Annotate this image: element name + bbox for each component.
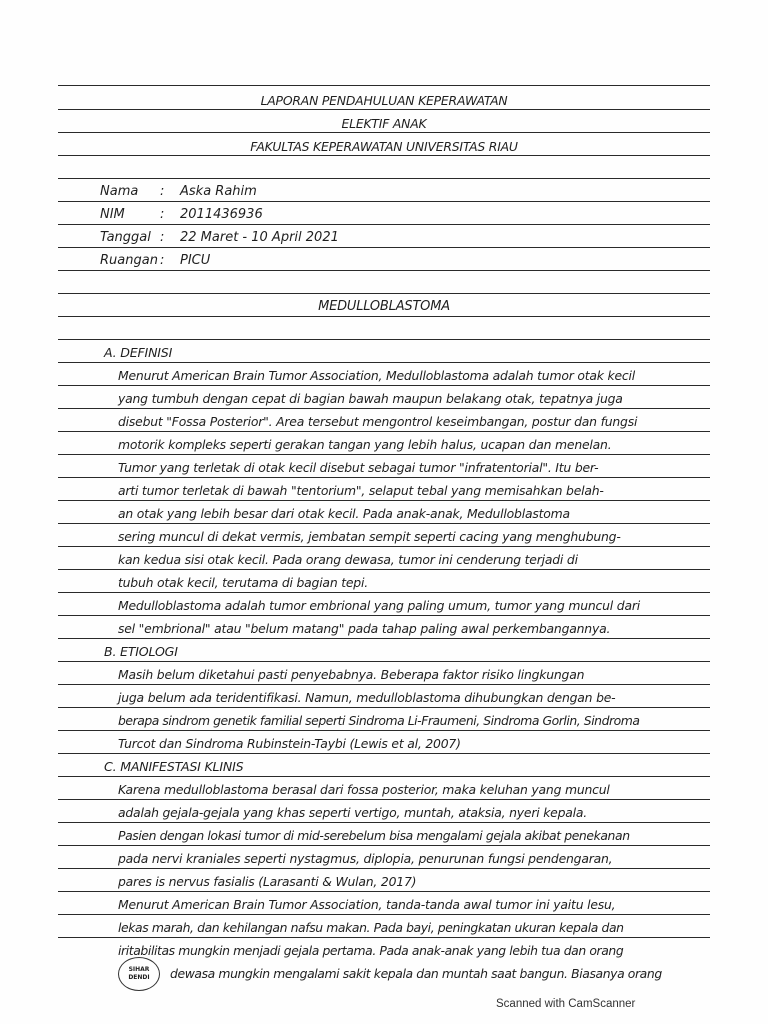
paragraph-line: berapa sindrom genetik familial seperti Sindroma Li-Fraumeni, Sindroma Gorlin, Sindroma [118,713,640,728]
paragraph-line: kan kedua sisi otak kecil. Pada orang dewasa, tumor ini cenderung terjadi di [118,552,578,567]
ruled-line [58,592,710,593]
ruled-line [58,799,710,800]
ruled-line [58,316,710,317]
paragraph-line: Turcot dan Sindroma Rubinstein-Taybi (Lewis et al, 2007) [118,736,461,751]
ruled-line [58,293,710,294]
ruled-line [58,638,710,639]
paragraph-line: iritabilitas mungkin menjadi gejala pertama. Pada anak-anak yang lebih tua dan orang [118,943,624,958]
header-line-1: LAPORAN PENDAHULUAN KEPERAWATAN [260,93,508,108]
field-label: Nama [100,184,139,199]
ruled-line [58,753,710,754]
field-value: PICU [180,253,211,268]
paragraph-line: dewasa mungkin mengalami sakit kepala dan muntah saat bangun. Biasanya orang [170,966,662,981]
field-colon: : [160,184,165,199]
ruled-line [58,178,710,179]
ruled-line [58,707,710,708]
ruled-line [58,454,710,455]
paragraph-line: sel "embrional" atau "belum matang" pada tahap paling awal perkembangannya. [118,621,611,636]
paragraph-line: Medulloblastoma adalah tumor embrional yang paling umum, tumor yang muncul dari [118,598,640,613]
ruled-line [58,569,710,570]
ruled-line [58,546,710,547]
ruled-line [58,109,710,110]
paragraph-line: adalah gejala-gejala yang khas seperti vertigo, muntah, ataksia, nyeri kepala. [118,805,588,820]
stamp-text: DENDI [128,974,150,981]
ruled-line [58,730,710,731]
header-line-3: FAKULTAS KEPERAWATAN UNIVERSITAS RIAU [250,139,518,154]
paragraph-line: juga belum ada teridentifikasi. Namun, medulloblastoma dihubungkan dengan be- [118,690,616,705]
ruled-line [58,224,710,225]
paragraph-line: motorik kompleks seperti gerakan tangan yang lebih halus, ucapan dan menelan. [118,437,612,452]
paragraph-line: Menurut American Brain Tumor Association, tanda-tanda awal tumor ini yaitu lesu, [118,897,616,912]
ruled-line [58,914,710,915]
paragraph-line: disebut "Fossa Posterior". Area tersebut mengontrol keseimbangan, postur dan fungsi [118,414,638,429]
ruled-line [58,385,710,386]
paragraph-line: sering muncul di dekat vermis, jembatan sempit seperti cacing yang menghubung- [118,529,621,544]
ruled-line [58,339,710,340]
paragraph-line: tubuh otak kecil, terutama di bagian tepi. [118,575,368,590]
ruled-line [58,431,710,432]
paragraph-line: lekas marah, dan kehilangan nafsu makan. Pada bayi, peningkatan ukuran kepala dan [118,920,624,935]
field-colon: : [160,253,165,268]
ruled-line [58,891,710,892]
ruled-line [58,155,710,156]
header-line-2: ELEKTIF ANAK [341,116,427,131]
ruled-line [58,477,710,478]
ruled-line [58,868,710,869]
section-heading-etiologi: B. ETIOLOGI [104,644,178,659]
ruled-line [58,684,710,685]
section-heading-definisi: A. DEFINISI [104,345,173,360]
field-value: Aska Rahim [180,184,257,199]
notebook-brand-stamp [118,957,160,991]
field-colon: : [160,230,165,245]
field-label: NIM [100,207,125,222]
ruled-line [58,362,710,363]
ruled-line [58,408,710,409]
ruled-line [58,661,710,662]
paragraph-line: arti tumor terletak di bawah "tentorium", selaput tebal yang memisahkan belah- [118,483,604,498]
paragraph-line: Tumor yang terletak di otak kecil disebut sebagai tumor "infratentorial". Itu ber- [118,460,599,475]
ruled-line [58,270,710,271]
section-heading-manifestasi-klinis: C. MANIFESTASI KLINIS [104,759,244,774]
paragraph-line: Menurut American Brain Tumor Association, Medulloblastoma adalah tumor otak kecil [118,368,635,383]
paragraph-line: Pasien dengan lokasi tumor di mid-serebelum bisa mengalami gejala akibat penekanan [118,828,630,843]
field-colon: : [160,207,165,222]
document-title: MEDULLOBLASTOMA [318,299,450,314]
scanner-watermark: Scanned with CamScanner [496,998,636,1010]
ruled-line [58,85,710,86]
paragraph-line: Karena medulloblastoma berasal dari fossa posterior, maka keluhan yang muncul [118,782,610,797]
ruled-line [58,615,710,616]
ruled-line [58,500,710,501]
paragraph-line: yang tumbuh dengan cepat di bagian bawah maupun belakang otak, tepatnya juga [118,391,623,406]
field-value: 22 Maret - 10 April 2021 [180,230,339,245]
field-value: 2011436936 [180,207,263,222]
ruled-line [58,845,710,846]
field-label: Tanggal [100,230,151,245]
paragraph-line: pares is nervus fasialis (Larasanti & Wulan, 2017) [118,874,417,889]
field-label: Ruangan [100,253,158,268]
ruled-line [58,523,710,524]
ruled-line [58,247,710,248]
paragraph-line: pada nervi kraniales seperti nystagmus, diplopia, penurunan fungsi pendengaran, [118,851,613,866]
stamp-text: SIHAR [128,966,150,973]
paragraph-line: Masih belum diketahui pasti penyebabnya. Beberapa faktor risiko lingkungan [118,667,585,682]
ruled-line [58,937,710,938]
ruled-line [58,822,710,823]
ruled-line [58,776,710,777]
paragraph-line: an otak yang lebih besar dari otak kecil. Pada anak-anak, Medulloblastoma [118,506,570,521]
ruled-line [58,132,710,133]
ruled-line [58,201,710,202]
